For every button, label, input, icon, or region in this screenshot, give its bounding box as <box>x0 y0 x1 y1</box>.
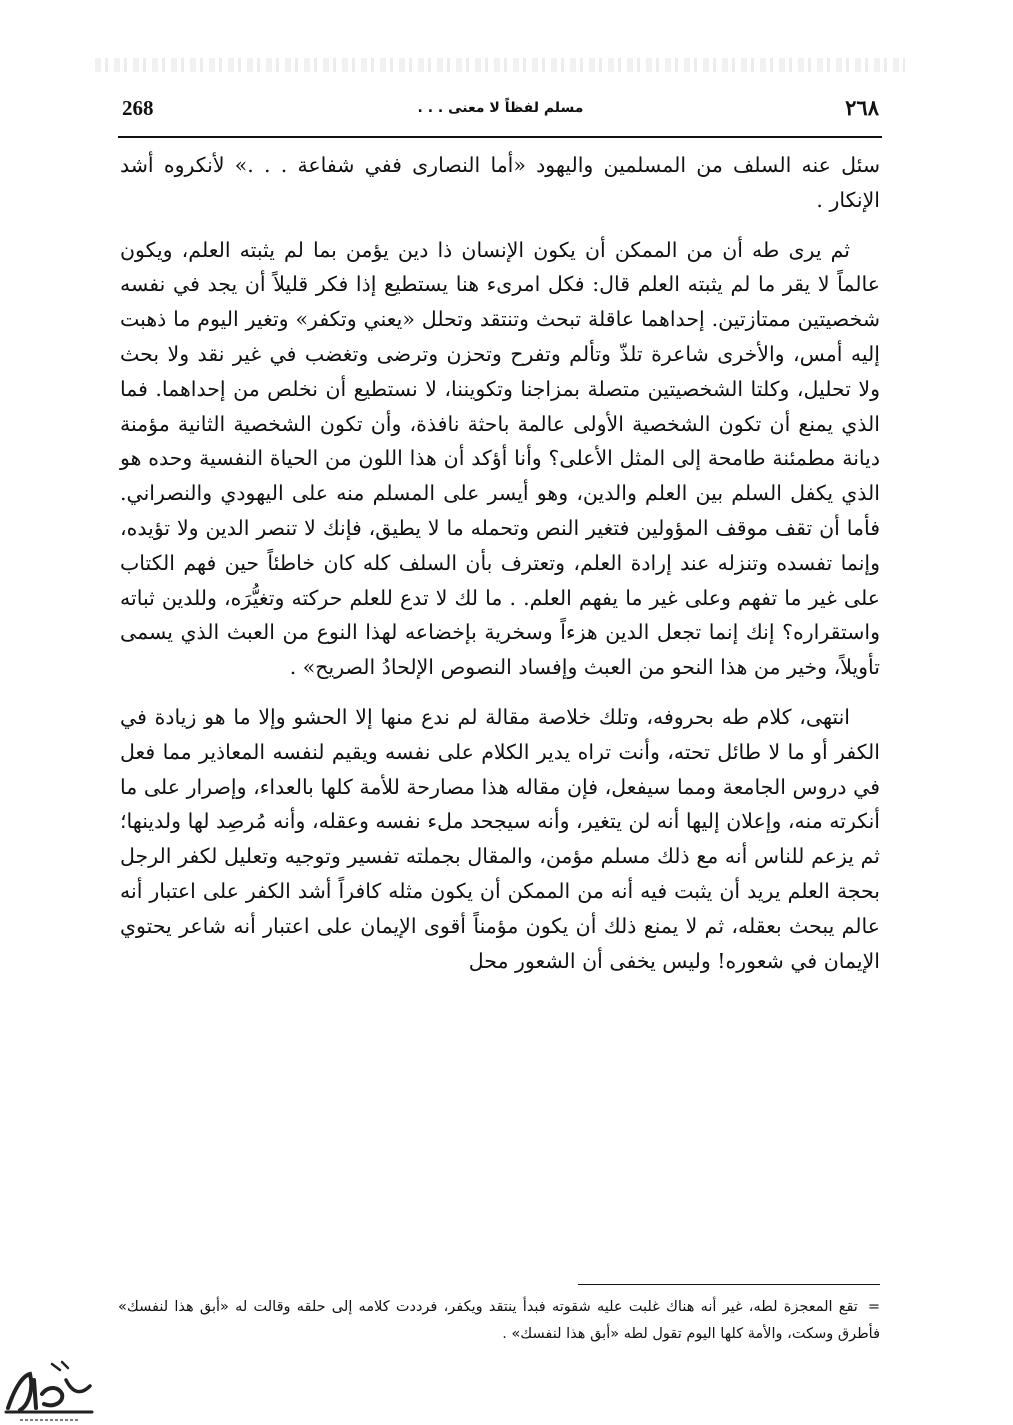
footnote-divider <box>578 1284 880 1285</box>
library-stamp-logo-icon <box>0 1350 98 1425</box>
footnote <box>118 1294 880 1348</box>
page-header <box>122 96 879 130</box>
main-text <box>120 148 880 993</box>
scan-artifact-strip <box>95 58 905 72</box>
paragraph: سئل عنه السلف من المسلمين واليهود «أما النصارى ففي شفاعة . . .» لأنكروه أشد الإنكار . <box>120 153 880 212</box>
paragraph: ثم يرى طه أن من الممكن أن يكون الإنسان ذا دين يؤمن بما لم يثبته العلم، ويكون عالماً لا يقر ما لم يثبته العلم قال: فكل امرىء هنا يستطيع إذا فكر قليلاً أن يجد في نفسه شخصيتين ممتازتين. إحداهما عاقلة تبحث وتنتقد وتحلل «يعني وتكفر» وتغير اليوم ما ذهبت إليه أمس، والأخرى شاعرة تلذّ وتألم وتفرح وتحزن وترضى وتغضب في غير نقد ولا بحث ولا تحليل، وكلتا الشخصيتين متصلة بمزاجنا وتكويننا، لا نستطيع أن نخلص من إحداهما. فما الذي يمنع أن تكون الشخصية الأولى عالمة باحثة نافذة، وأن تكون الشخصية الثانية مؤمنة ديانة مطمئنة طامحة إلى المثل الأعلى؟ وأنا أؤكد أن هذا اللون من الحياة النفسية وحده هو الذي يكفل السلم بين العلم والدين، وهو أيسر على المسلم منه على اليهودي والنصراني. فأما أن تقف موقف المؤولين فتغير النص وتحمله ما لا يطيق، فإنك لا تنصر الدين ولا تؤيده، وإنما تفسده وتنزله عند إرادة العلم، وتعترف بأن السلف كله كان خاطئاً حين فهم الكتاب على غير ما تفهم وعلى غير ما يفهم العلم. . ما لك لا تدع للعلم حركته وتغيُّرَه، وللدين ثباته واستقراره؟ إنك إنما تجعل الدين هزءاً وسخرية بإخضاعه لهذا النوع من العبث الذي يسمى تأويلاً، وخير من هذا النحو من العبث وإفساد النصوص الإلحادُ الصريح» . <box>120 237 880 680</box>
paragraph: انتهى، كلام طه بحروفه، وتلك خلاصة مقالة لم ندع منها إلا الحشو وإلا ما هو زيادة في الكفر أو ما لا طائل تحته، وأنت تراه يدير الكلام على نفسه ويقيم لنفسه المعاذير مما فعل في دروس الجامعة ومما سيفعل، فإن مقاله هذا مصارحة للأمة كلها بالعداء، وإصرار على ما أنكرته منه، وإعلان إليها أنه لن يتغير، وأنه سيجحد ملء نفسه وعقله، وأنه مُرصِد لها ولدينها؛ ثم يزعم للناس أنه مع ذلك مسلم مؤمن، والمقال بجملته تفسير وتوجيه وتعليل لكفر الرجل بحجة العلم يريد أن يثبت فيه أنه من الممكن أن يكون مثله كافراً أشد الكفر على اعتبار أنه عالم يبحث بعقله، ثم لا يمنع ذلك أن يكون مؤمناً أقوى الإيمان على اعتبار أنه شاعر يحتوي الإيمان في شعوره! وليس يخفى أن الشعور محل <box>120 704 880 973</box>
footnote-text: تقع المعجزة لطه، غير أنه هناك غلبت عليه شقوته فبدأ ينتقد ويكفر، فرددت كلامه إلى حلقه وقالت له «أبق هذا لنفسك» فأطرق وسكت، والأمة كلها اليوم تقول لطه «أبق هذا لنفسك» . <box>118 1299 880 1342</box>
footnote-continuation-marker: = <box>867 1299 880 1315</box>
page-number-latin: 268 <box>122 96 154 120</box>
page-number-arabic: ٢٦٨ <box>845 96 879 120</box>
header-divider <box>118 136 882 138</box>
running-title: مسلم لفظاً لا معنى . . . <box>417 100 584 116</box>
